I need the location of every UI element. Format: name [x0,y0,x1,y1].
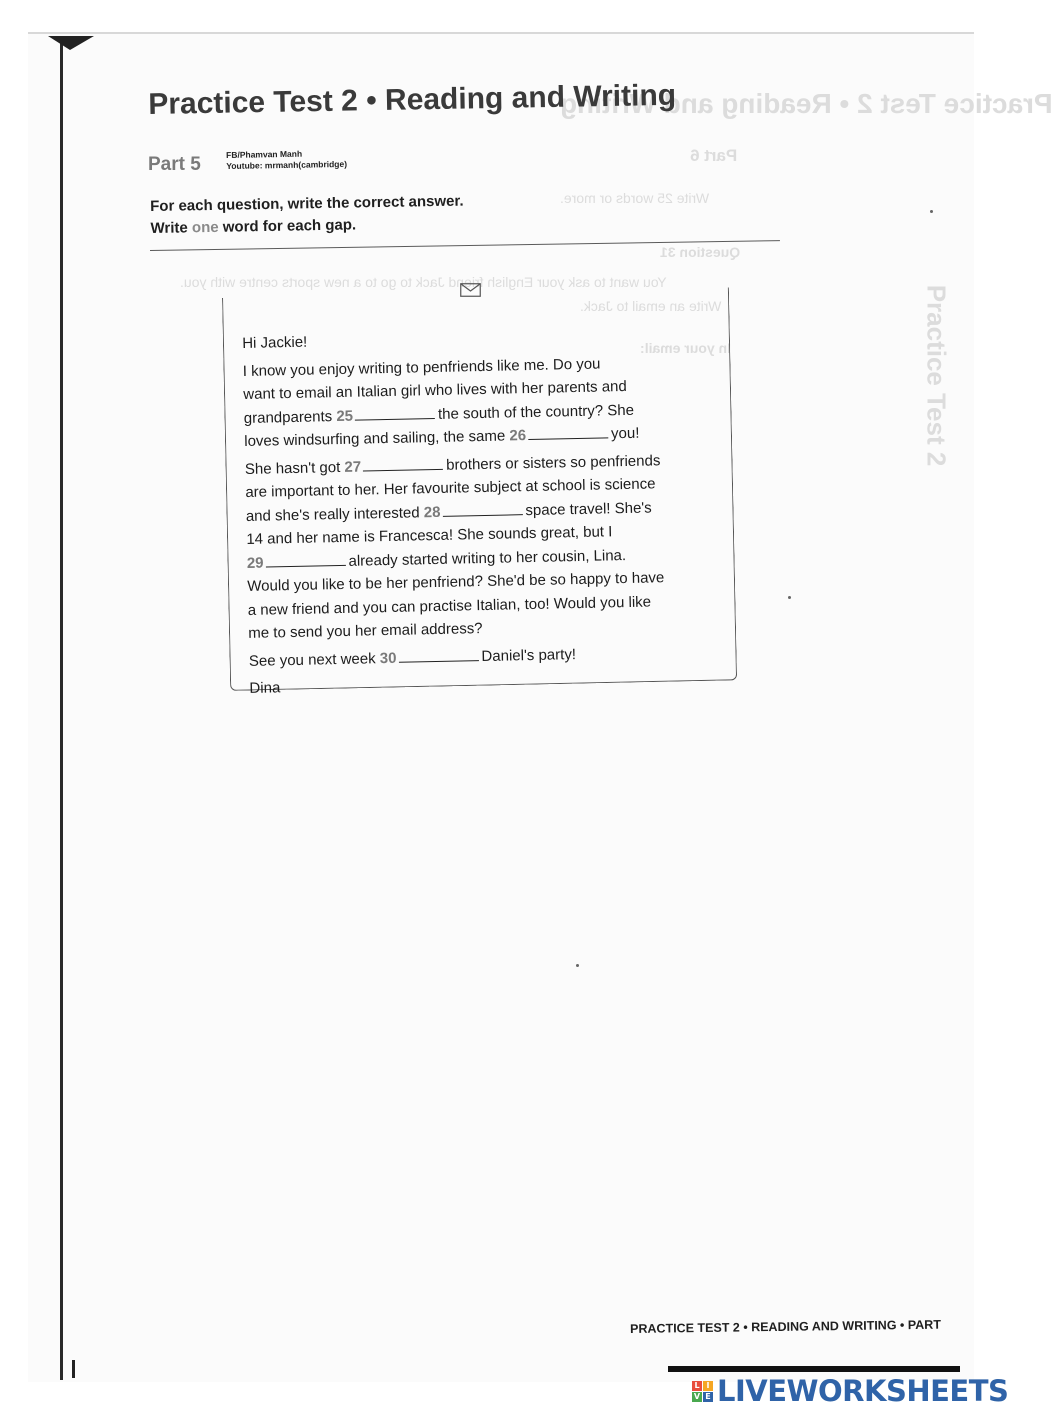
email-text: already started writing to her cousin, Lina. [348,546,627,570]
instruction-accent: one [191,218,219,237]
liveworksheets-watermark [692,1374,1008,1408]
liveworksheets-wordmark: LIVEWORKSHEETS [717,1374,1009,1408]
instruction-text: word for each gap. [218,216,357,236]
logo-tile: V [693,1391,701,1401]
email-line: want to email an Italian girl who lives with her parents and [243,377,627,403]
email-text: See you next week [248,649,376,670]
email-text: brothers or sisters so penfriends [445,451,661,474]
logo-tile: I [703,1381,713,1391]
answer-gap-25[interactable] [355,403,435,420]
bleed-through-question: Question 31 [660,244,741,260]
email-signature: Dina [249,679,281,697]
question-number-25: 25 [336,407,354,425]
email-line: I know you enjoy writing to penfriends like me. Do you [242,355,601,380]
bleed-through-side-tab: Practice Test 2 [921,284,952,467]
bleed-through-in-email: In your email: [640,340,732,356]
question-number-28: 28 [423,503,441,521]
logo-tile: E [703,1392,713,1402]
instruction-line-1: For each question, write the correct answer. [150,192,464,215]
liveworksheets-logo-icon [692,1381,713,1402]
binding-tick [72,1360,75,1378]
email-text: you! [610,424,640,443]
email-line: a new friend and you can practise Italian, too! Would you like [247,592,652,619]
email-text: Daniel's party! [481,645,577,665]
answer-gap-30[interactable] [398,646,478,663]
scan-speck [788,596,791,599]
email-body [242,322,720,700]
binding-tab [48,36,94,50]
answer-gap-27[interactable] [363,454,443,471]
credit-note [226,148,347,172]
email-text: and she's really interested [245,503,420,525]
question-number-26: 26 [509,427,527,445]
credit-line-2: Youtube: mrmanh(cambridge) [226,158,348,171]
bleed-through-heading: Practice Test 2 • Reading and Writing [560,88,1053,119]
page-title: Practice Test 2 • Reading and Writing [148,78,677,121]
running-footer: PRACTICE TEST 2 • READING AND WRITING • PART [630,1317,942,1336]
answer-gap-26[interactable] [528,423,608,440]
part-label: Part 5 [148,154,201,175]
sheet-top-edge [28,32,974,34]
email-text: grandparents [243,407,333,427]
question-number-30: 30 [379,649,397,667]
email-text: space travel! She's [525,498,652,519]
answer-gap-29[interactable] [265,550,345,567]
question-number-29: 29 [246,554,264,572]
email-line: 14 and her name is Francesca! She sounds great, but I [246,523,613,548]
instruction-text: Write [150,219,193,237]
email-text: the south of the country? She [437,401,635,423]
binding-edge [60,40,63,1380]
bleed-through-prompt2: Write an email to Jack. [580,298,722,314]
scan-speck [576,964,579,967]
instructions [150,191,464,240]
email-line: Would you like to be her penfriend? She'd be so happy to have [247,569,665,595]
scan-speck [930,210,933,213]
email-greeting: Hi Jackie! [242,333,308,352]
bleed-through-prompt1: You want to ask your English friend Jack to go to a new sports centre with you. [180,274,667,290]
logo-tile: L [692,1381,702,1391]
email-text: loves windsurfing and sailing, the same [244,427,506,450]
bleed-through-part: Part 6 [690,146,738,165]
footer-bar [668,1366,960,1372]
email-line: me to send you her email address? [248,620,483,642]
email-line: are important to her. Her favourite subject at school is science [245,475,656,501]
answer-gap-28[interactable] [442,500,522,517]
question-number-27: 27 [344,458,362,476]
bleed-through-words: Write 25 words or more. [560,190,710,206]
email-text: She hasn't got [244,458,341,478]
credit-line-1: FB/Phamvan Manh [226,148,303,160]
